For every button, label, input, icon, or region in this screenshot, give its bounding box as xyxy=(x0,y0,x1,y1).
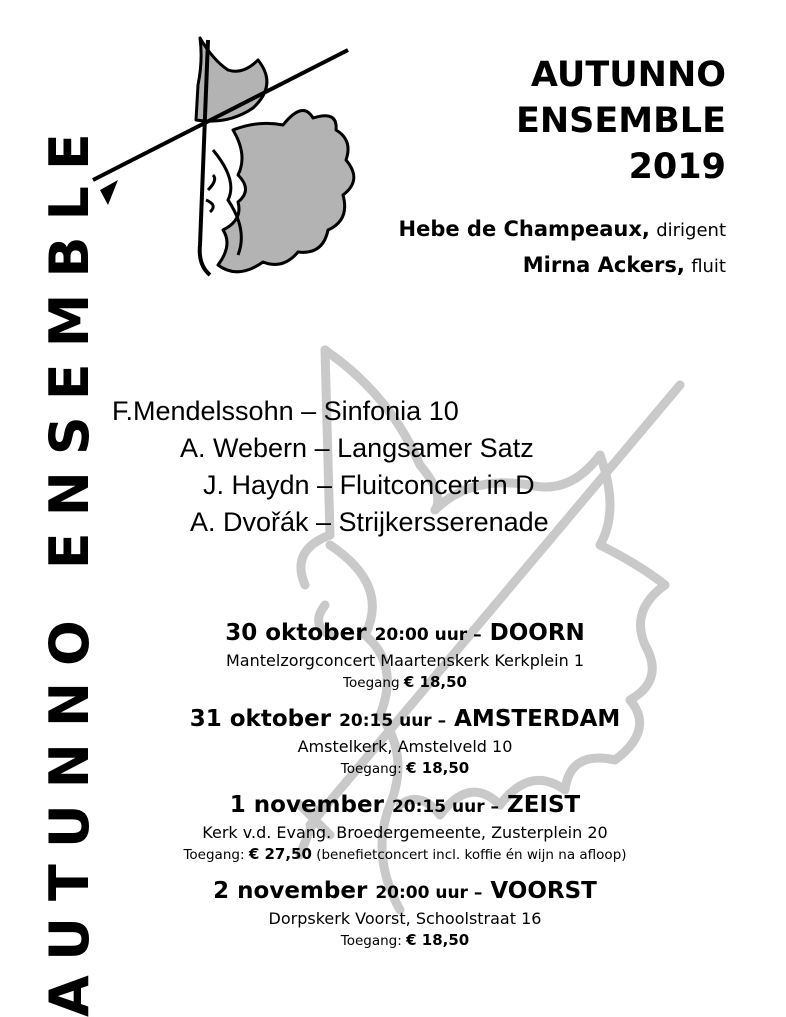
concert-venue: Amstelkerk, Amstelveld 10 xyxy=(297,737,513,756)
concert-date: 30 oktober xyxy=(225,620,367,646)
header xyxy=(516,52,726,190)
concert-heading xyxy=(135,790,675,822)
concert-heading xyxy=(135,704,675,736)
concert-time: 20:15 uur – xyxy=(339,711,447,731)
concert-date: 31 oktober xyxy=(189,706,332,732)
concert-venue: Kerk v.d. Evang. Broedergemeente, Zusterplein 20 xyxy=(202,823,608,842)
concert-item xyxy=(135,618,675,693)
program-item: J. Haydn – Fluitconcert in D xyxy=(203,470,535,500)
program-item: A. Dvořák – Strijkersserenade xyxy=(190,507,549,537)
vertical-title: AUTUNNO ENSEMBLE xyxy=(38,117,101,1017)
entry-price: € 18,50 xyxy=(406,759,470,777)
concert-venue: Dorpskerk Voorst, Schoolstraat 16 xyxy=(268,909,542,928)
performer-soloist xyxy=(399,248,726,284)
concert-city: DOORN xyxy=(489,620,585,646)
header-line-2: ENSEMBLE xyxy=(515,101,726,141)
concert-city: ZEIST xyxy=(507,792,581,818)
concert-entry xyxy=(135,672,675,693)
concert-date: 1 november xyxy=(229,792,384,818)
concert-entry xyxy=(135,844,675,865)
performer-name: Mirna Ackers, xyxy=(522,253,685,277)
header-line-1: AUTUNNO xyxy=(530,55,726,95)
concert-item xyxy=(135,790,675,865)
performer-name: Hebe de Champeaux, xyxy=(398,217,650,241)
performer-role: dirigent xyxy=(656,220,726,241)
performer-role: fluit xyxy=(691,256,726,277)
performer-conductor xyxy=(399,212,726,248)
leaf-and-violin-bow-icon xyxy=(88,30,358,280)
concert-list xyxy=(135,618,675,962)
entry-label: Toegang: xyxy=(183,847,245,863)
program-item: A. Webern – Langsamer Satz xyxy=(180,433,534,463)
entry-note: (benefietconcert incl. koffie én wijn na afloop) xyxy=(316,847,627,863)
concert-time: 20:15 uur – xyxy=(391,797,499,817)
concert-heading xyxy=(135,876,675,908)
program-item: F.Mendelssohn – Sinfonia 10 xyxy=(112,396,459,426)
entry-price: € 18,50 xyxy=(406,931,470,949)
concert-city: VOORST xyxy=(490,878,597,904)
concert-entry xyxy=(135,930,675,951)
concert-time: 20:00 uur – xyxy=(375,883,483,903)
performers xyxy=(399,212,726,284)
entry-label: Toegang xyxy=(343,675,400,691)
concert-date: 2 november xyxy=(213,878,368,904)
concert-item xyxy=(135,704,675,779)
concert-item xyxy=(135,876,675,951)
entry-label: Toegang: xyxy=(340,761,402,777)
concert-time: 20:00 uur – xyxy=(374,625,482,645)
header-year: 2019 xyxy=(628,147,726,187)
concert-venue: Mantelzorgconcert Maartenskerk Kerkplein 1 xyxy=(226,651,584,670)
concert-city: AMSTERDAM xyxy=(454,706,621,732)
entry-label: Toegang: xyxy=(340,933,402,949)
entry-price: € 27,50 xyxy=(248,845,312,863)
concert-heading xyxy=(135,618,675,650)
concert-entry xyxy=(135,758,675,779)
entry-price: € 18,50 xyxy=(403,673,467,691)
